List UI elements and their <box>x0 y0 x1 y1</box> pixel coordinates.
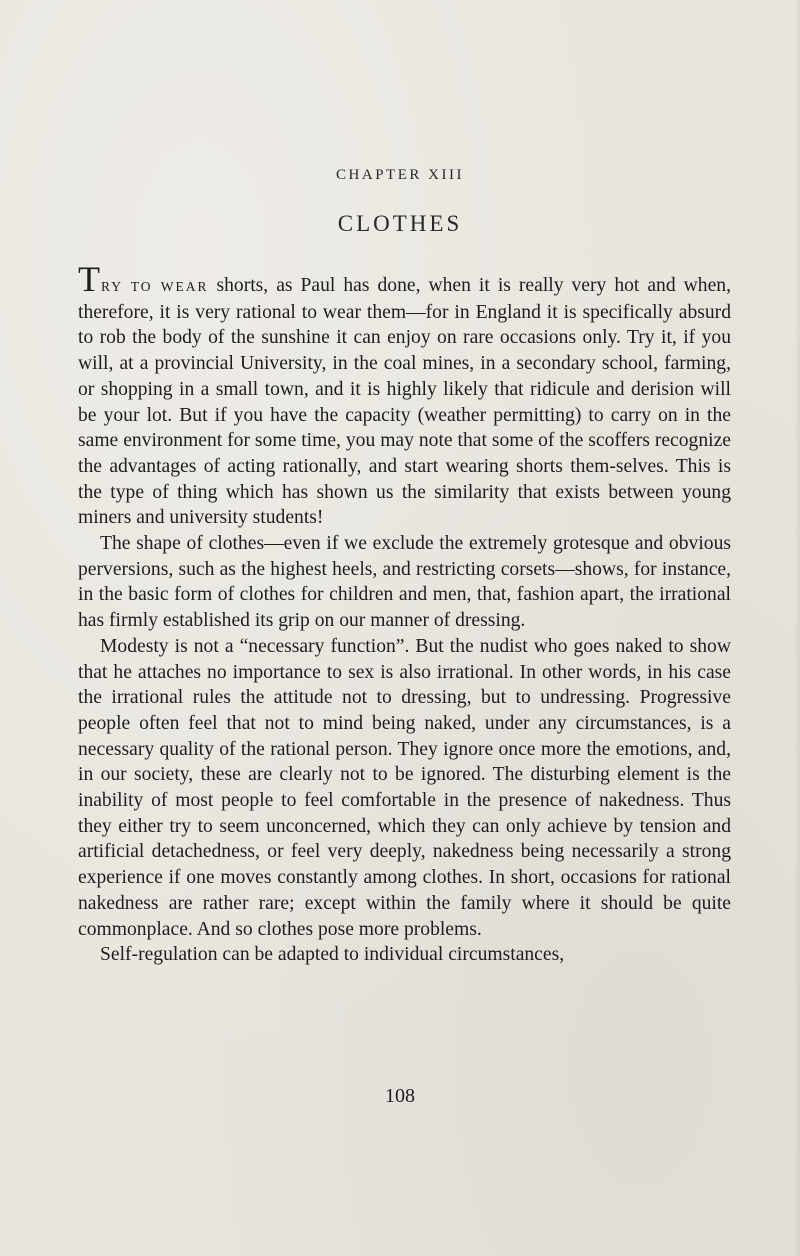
paragraph-4: Self-regulation can be adapted to individual circumstances, <box>100 944 565 966</box>
page-edge-shadow <box>794 0 800 1256</box>
chapter-number: CHAPTER XIII <box>336 167 464 183</box>
paragraph-text: shorts, as Paul has done, when it is really very hot and when, therefore, it is very rational to wear them—for in England it is specifically absurd to rob the body of the sunshine it can enjoy on rare occasions only. Try it, if you will, at a provincial University, in the coal mines, in a secondary school, farming, or shopping in a small town, and it is highly likely that ridicule and derision will be your lot. But if you have the capacity (weather permitting) to carry on in the same environment for some time, you may note that some of the scoffers recognize the advantages of acting rationally, and start wearing shorts them-selves. This is the type of thing which has shown us the similarity that exists between young miners and university students! <box>78 275 731 529</box>
body-text <box>78 259 731 968</box>
chapter-title: CLOTHES <box>337 211 463 236</box>
paragraph-1 <box>78 259 731 531</box>
page-number: 108 <box>385 1085 415 1107</box>
paragraph-2: The shape of clothes—even if we exclude the extremely grotesque and obvious perversions, such as the highest heels, and restricting corsets—shows, for instance, in the basic form of clothes for children and men, that, fashion apart, the irrational has firmly established its grip on our manner of dressing. <box>78 533 731 632</box>
paragraph-3: Modesty is not a “necessary function”. But the nudist who goes naked to show that he attaches no importance to sex is also irrational. In other words, in his case the irrational rules the attitude not to dressing, but to undressing. Progressive people often feel that not to mind being naked, under any circumstances, is a necessary quality of the rational person. They ignore once more the emotions, and, in our society, these are clearly not to be ignored. The disturbing element is the inability of most people to feel comfortable in the presence of nakedness. Thus they either try to seem unconcerned, which they can only achieve by tension and artificial detachedness, or feel very deeply, nakedness being necessarily a strong experience if one moves constantly among clothes. In short, occasions for rational nakedness are rather rare; except within the family where it should be quite commonplace. And so clothes pose more problems. <box>78 635 731 940</box>
drop-cap: T <box>78 259 100 299</box>
small-caps-lead: RY TO WEAR <box>101 279 209 294</box>
